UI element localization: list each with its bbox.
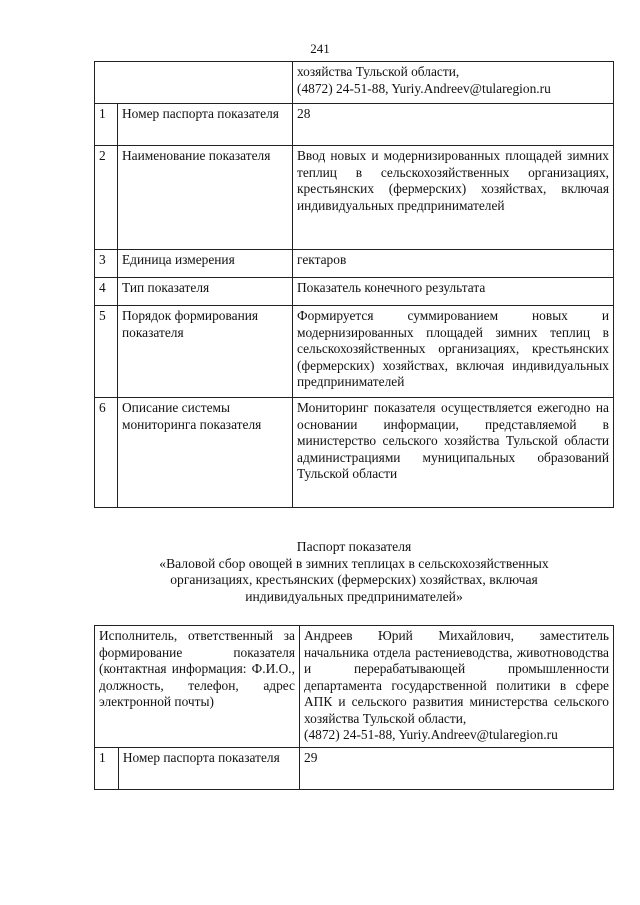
row-number: 1 — [95, 104, 118, 146]
indicator-passport-table-28 — [94, 61, 614, 508]
passport-title — [94, 539, 614, 605]
row-number: 6 — [95, 398, 118, 508]
row-value: Показатель конечного результата — [293, 278, 614, 306]
row-number: 4 — [95, 278, 118, 306]
table-row — [95, 626, 614, 748]
passport-heading: Паспорт показателя — [296, 539, 412, 554]
executor-label: Исполнитель, ответственный за формирование показателя (контактная информация: Ф.И.О., должность, телефон, адрес электронной почты) — [95, 626, 300, 748]
row-value: 28 — [293, 104, 614, 146]
passport-title-line: организациях, крестьянских (фермерских) хозяйствах, включая — [170, 572, 538, 587]
passport-title-line: индивидуальных предпринимателей» — [245, 588, 463, 604]
row-number: 1 — [95, 747, 119, 789]
table-row — [95, 747, 614, 789]
executor-phone: (4872) 24-51-88, Yuriy.Andreev@tularegion.ru — [304, 727, 558, 742]
row-number: 3 — [95, 250, 118, 278]
row-value: 29 — [300, 747, 614, 789]
row-label: Порядок формирования показателя — [118, 306, 293, 398]
page-number: 241 — [310, 41, 330, 56]
empty-cell — [95, 62, 293, 104]
contact-line: (4872) 24-51-88, Yuriy.Andreev@tularegion.ru — [297, 80, 551, 96]
executor-value: Андреев Юрий Михайлович, заместитель начальника отдела растениеводства, животноводства и перерабатывающей промышленности департамента государственной политики в сфере АПК и сельского развития министерства сельского хозяйства Тульской области, — [304, 628, 609, 726]
table-row — [95, 250, 614, 278]
row-label: Номер паспорта показателя — [118, 747, 299, 789]
passport-title-line: «Валовой сбор овощей в зимних теплицах в сельскохозяйственных — [159, 555, 549, 571]
row-label: Описание системы мониторинга показателя — [118, 398, 293, 508]
row-value: Ввод новых и модернизированных площадей зимних теплиц в сельскохозяйственных организациях, крестьянских (фермерских) хозяйствах, включая индивидуальных предпринимателей — [293, 146, 614, 250]
row-value: Мониторинг показателя осуществляется ежегодно на основании информации, представляемой в министерство сельского хозяйства Тульской области администрациями муниципальных образований Тульской области — [293, 398, 614, 508]
table-row — [95, 62, 614, 104]
table-row — [95, 104, 614, 146]
table-row — [95, 278, 614, 306]
contact-continuation-cell — [293, 62, 614, 104]
table-row — [95, 306, 614, 398]
contact-line: хозяйства Тульской области, — [297, 64, 460, 79]
row-number: 5 — [95, 306, 118, 398]
indicator-passport-table-29 — [94, 625, 614, 790]
row-label: Наименование показателя — [118, 146, 293, 250]
row-number: 2 — [95, 146, 118, 250]
row-label: Тип показателя — [118, 278, 293, 306]
row-value: гектаров — [293, 250, 614, 278]
table-row — [95, 146, 614, 250]
row-label: Единица измерения — [118, 250, 293, 278]
row-value: Формируется суммированием новых и модернизированных площадей зимних теплиц в сельскохозяйственных организациях, крестьянских (фермерских) хозяйствах, включая индивидуальных предпринимателей — [293, 306, 614, 398]
table-row — [95, 398, 614, 508]
executor-value-cell — [300, 626, 614, 748]
row-label: Номер паспорта показателя — [118, 104, 293, 146]
